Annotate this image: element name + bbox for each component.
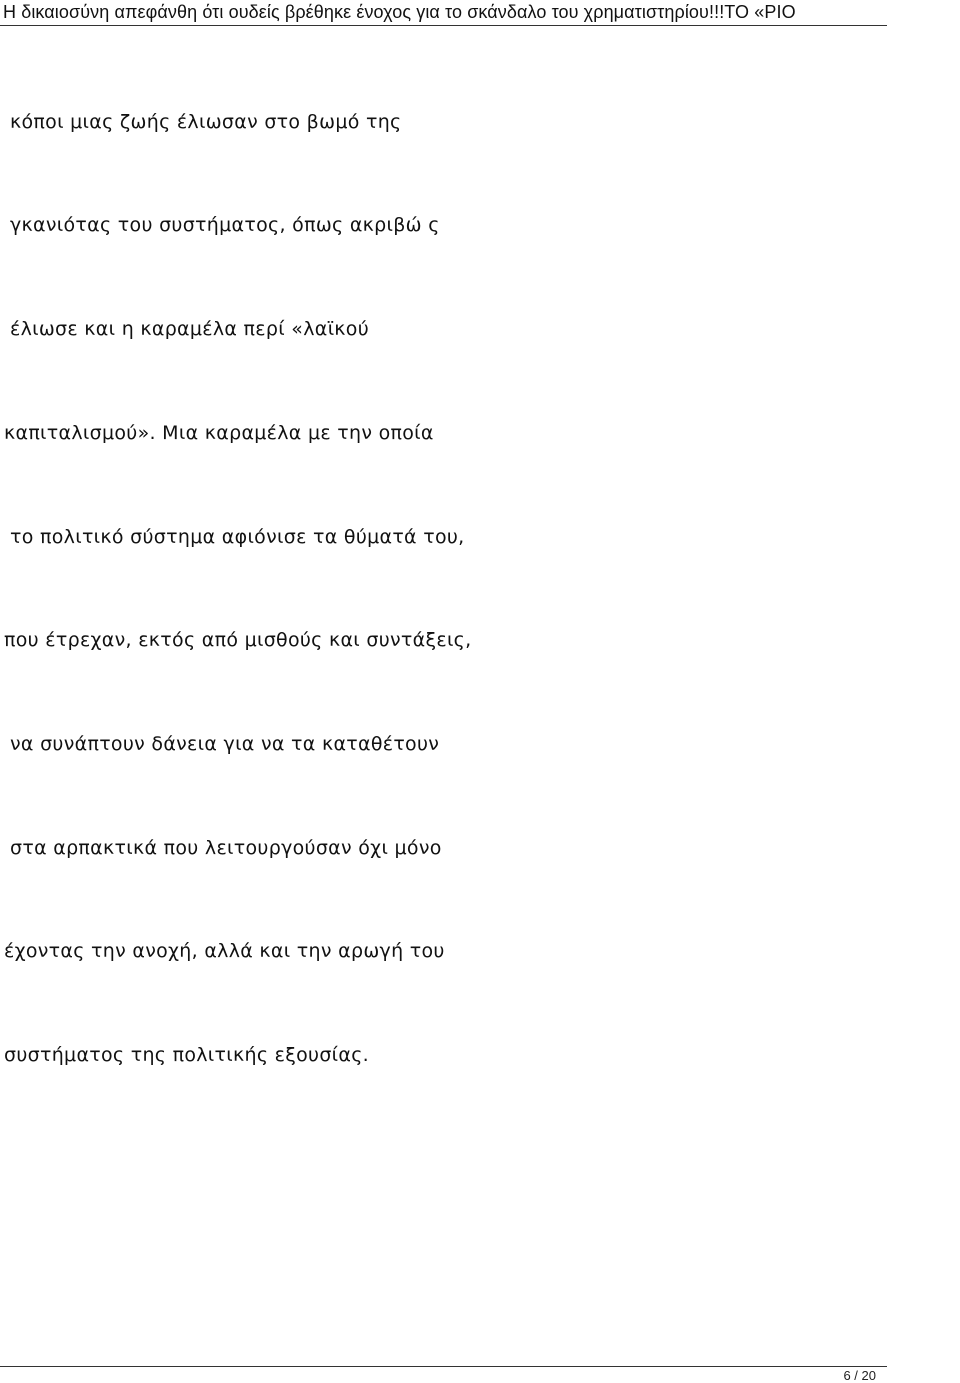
- document-title: Η δικαιοσύνη απεφάνθη ότι ουδείς βρέθηκε ένοχος για το σκάνδαλο του χρηματιστηρίου!!!ΤΟ «ΡΙΟ: [3, 2, 796, 22]
- footer-divider: [0, 1366, 887, 1367]
- body-line: που έτρεχαν, εκτός από μισθούς και συντάξεις,: [4, 629, 472, 651]
- page-number: 6 / 20: [843, 1368, 876, 1383]
- body-line: έχοντας την ανοχή, αλλά και την αρωγή του: [4, 940, 445, 962]
- body-line: να συνάπτουν δάνεια για να τα καταθέτουν: [10, 733, 440, 755]
- header-divider: [0, 25, 887, 26]
- body-line: γκανιότας του συστήματος, όπως ακριβώ ς: [10, 214, 440, 236]
- body-line: κόποι μιας ζωής έλιωσαν στο βωμό της: [10, 111, 402, 133]
- running-header: [0, 0, 960, 26]
- body-line: συστήματος της πολιτικής εξουσίας.: [4, 1044, 370, 1066]
- body-line: καπιταλισμού». Μια καραμέλα με την οποία: [4, 422, 434, 444]
- body-line: στα αρπακτικά που λειτουργούσαν όχι μόνο: [10, 837, 442, 859]
- body-line: το πολιτικό σύστημα αφιόνισε τα θύματά του,: [10, 526, 465, 548]
- body-line: έλιωσε και η καραμέλα περί «λαϊκού: [10, 318, 370, 340]
